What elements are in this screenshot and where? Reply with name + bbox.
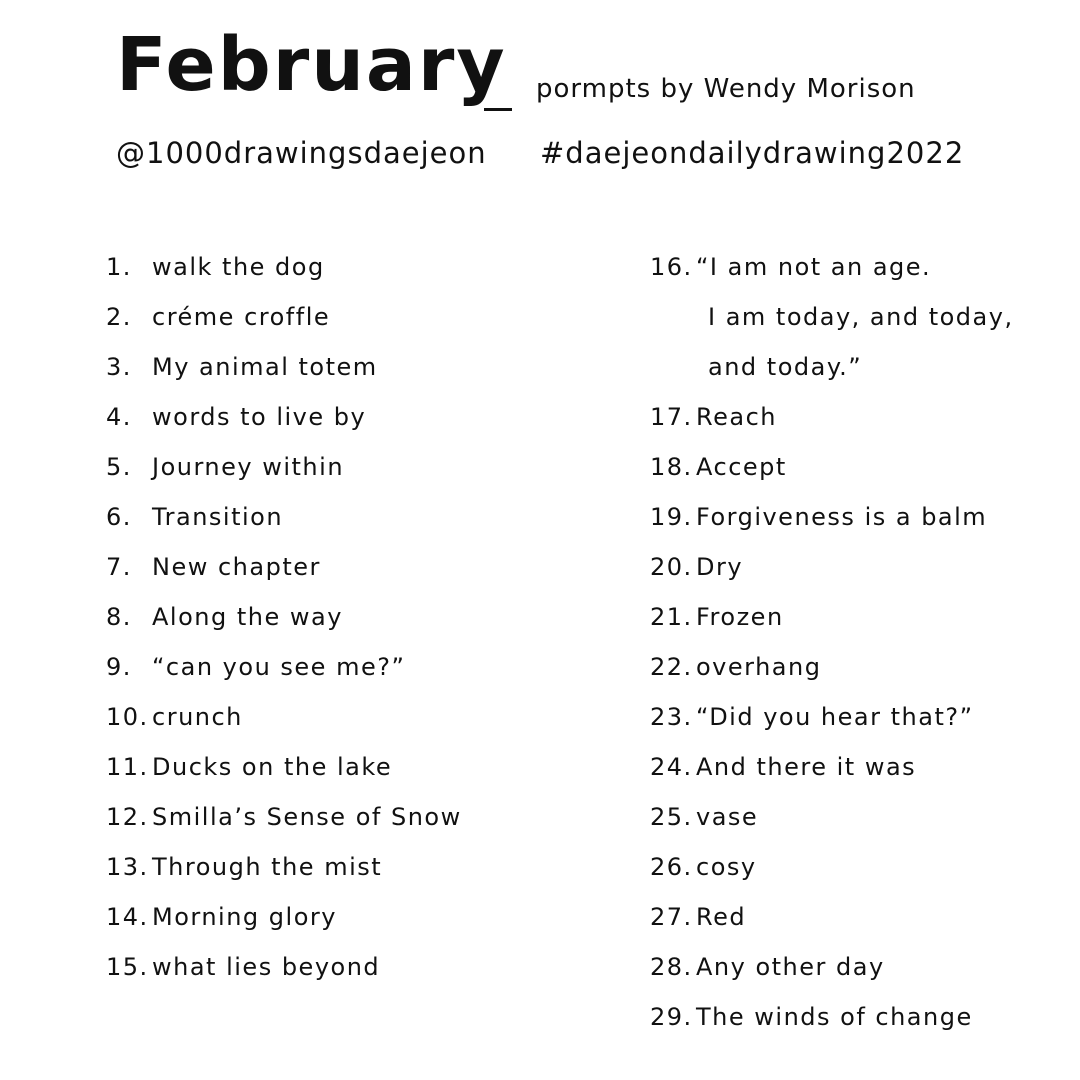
prompt-text: New chapter [152,553,321,581]
list-item [106,298,462,348]
list-item [106,698,462,748]
prompt-number: 18. [650,453,693,481]
list-item [650,598,1014,648]
prompt-text: “I am not an age. [696,253,932,281]
list-item [106,898,462,948]
list-item [106,598,462,648]
prompt-text: Through the mist [152,853,383,881]
prompt-text: Smilla’s Sense of Snow [152,803,462,831]
prompt-number: 25. [650,803,693,831]
prompt-number: 16. [650,253,693,281]
prompt-text: Journey within [152,453,345,481]
prompt-number: 4. [106,403,132,431]
prompt-number: 24. [650,753,693,781]
prompt-number: 9. [106,653,132,681]
prompt-text: My animal totem [152,353,378,381]
list-item [650,798,1014,848]
prompt-text: vase [696,803,759,831]
prompt-text: Dry [696,553,744,581]
list-item-continuation [650,298,1014,348]
prompt-number: 26. [650,853,693,881]
prompt-number: 3. [106,353,132,381]
prompt-text: walk the dog [152,253,325,281]
prompt-list-left [106,248,462,998]
list-item [650,948,1014,998]
list-item [650,748,1014,798]
prompt-number: 11. [106,753,149,781]
list-item [650,498,1014,548]
prompt-number: 15. [106,953,149,981]
prompt-text: Forgiveness is a balm [696,503,988,531]
prompt-number: 2. [106,303,132,331]
prompt-number: 28. [650,953,693,981]
prompt-text: Ducks on the lake [152,753,393,781]
prompt-list-right [650,248,1014,1048]
prompt-text: The winds of change [696,1003,973,1031]
prompt-text: Frozen [696,603,784,631]
list-item [106,498,462,548]
list-item [106,848,462,898]
title-dash [484,108,512,111]
list-item [650,698,1014,748]
prompt-number: 14. [106,903,149,931]
list-item [650,898,1014,948]
prompt-number: 19. [650,503,693,531]
prompt-number: 1. [106,253,132,281]
prompt-number: 7. [106,553,132,581]
list-item [106,398,462,448]
list-item-continuation [650,348,1014,398]
prompt-text: Any other day [696,953,885,981]
page-title: February [116,22,507,108]
list-item [106,948,462,998]
prompt-number: 21. [650,603,693,631]
prompt-text: overhang [696,653,822,681]
prompt-text: créme croffle [152,303,331,331]
prompt-text: words to live by [152,403,367,431]
list-item [106,448,462,498]
list-item [106,648,462,698]
prompt-number: 6. [106,503,132,531]
list-item [650,398,1014,448]
list-item [106,248,462,298]
prompt-text: crunch [152,703,243,731]
list-item [650,648,1014,698]
prompt-number: 10. [106,703,149,731]
list-item [106,798,462,848]
prompt-text: “Did you hear that?” [696,703,974,731]
list-item [650,848,1014,898]
list-item [106,748,462,798]
list-item [650,448,1014,498]
list-item [650,248,1014,298]
prompt-text: “can you see me?” [152,653,406,681]
list-item [650,998,1014,1048]
prompt-text: And there it was [696,753,917,781]
list-item [106,348,462,398]
prompt-number: 23. [650,703,693,731]
prompt-number: 29. [650,1003,693,1031]
prompt-number: 20. [650,553,693,581]
prompt-text: I am today, and today, [708,303,1014,331]
prompt-number: 13. [106,853,149,881]
list-item [650,548,1014,598]
hashtag: #daejeondailydrawing2022 [540,136,965,170]
subtitle: pormpts by Wendy Morison [536,74,916,104]
prompt-text: Morning glory [152,903,337,931]
prompt-number: 22. [650,653,693,681]
prompt-text: Red [696,903,747,931]
prompt-text: Transition [152,503,284,531]
prompt-text: Reach [696,403,777,431]
prompt-text: Along the way [152,603,343,631]
prompt-text: Accept [696,453,787,481]
prompt-number: 5. [106,453,132,481]
list-item [106,548,462,598]
prompt-text: what lies beyond [152,953,381,981]
prompt-number: 27. [650,903,693,931]
social-handle: @1000drawingsdaejeon [116,136,487,170]
prompt-text: cosy [696,853,757,881]
prompt-text: and today.” [708,353,863,381]
prompt-number: 17. [650,403,693,431]
prompt-number: 12. [106,803,149,831]
prompt-number: 8. [106,603,132,631]
